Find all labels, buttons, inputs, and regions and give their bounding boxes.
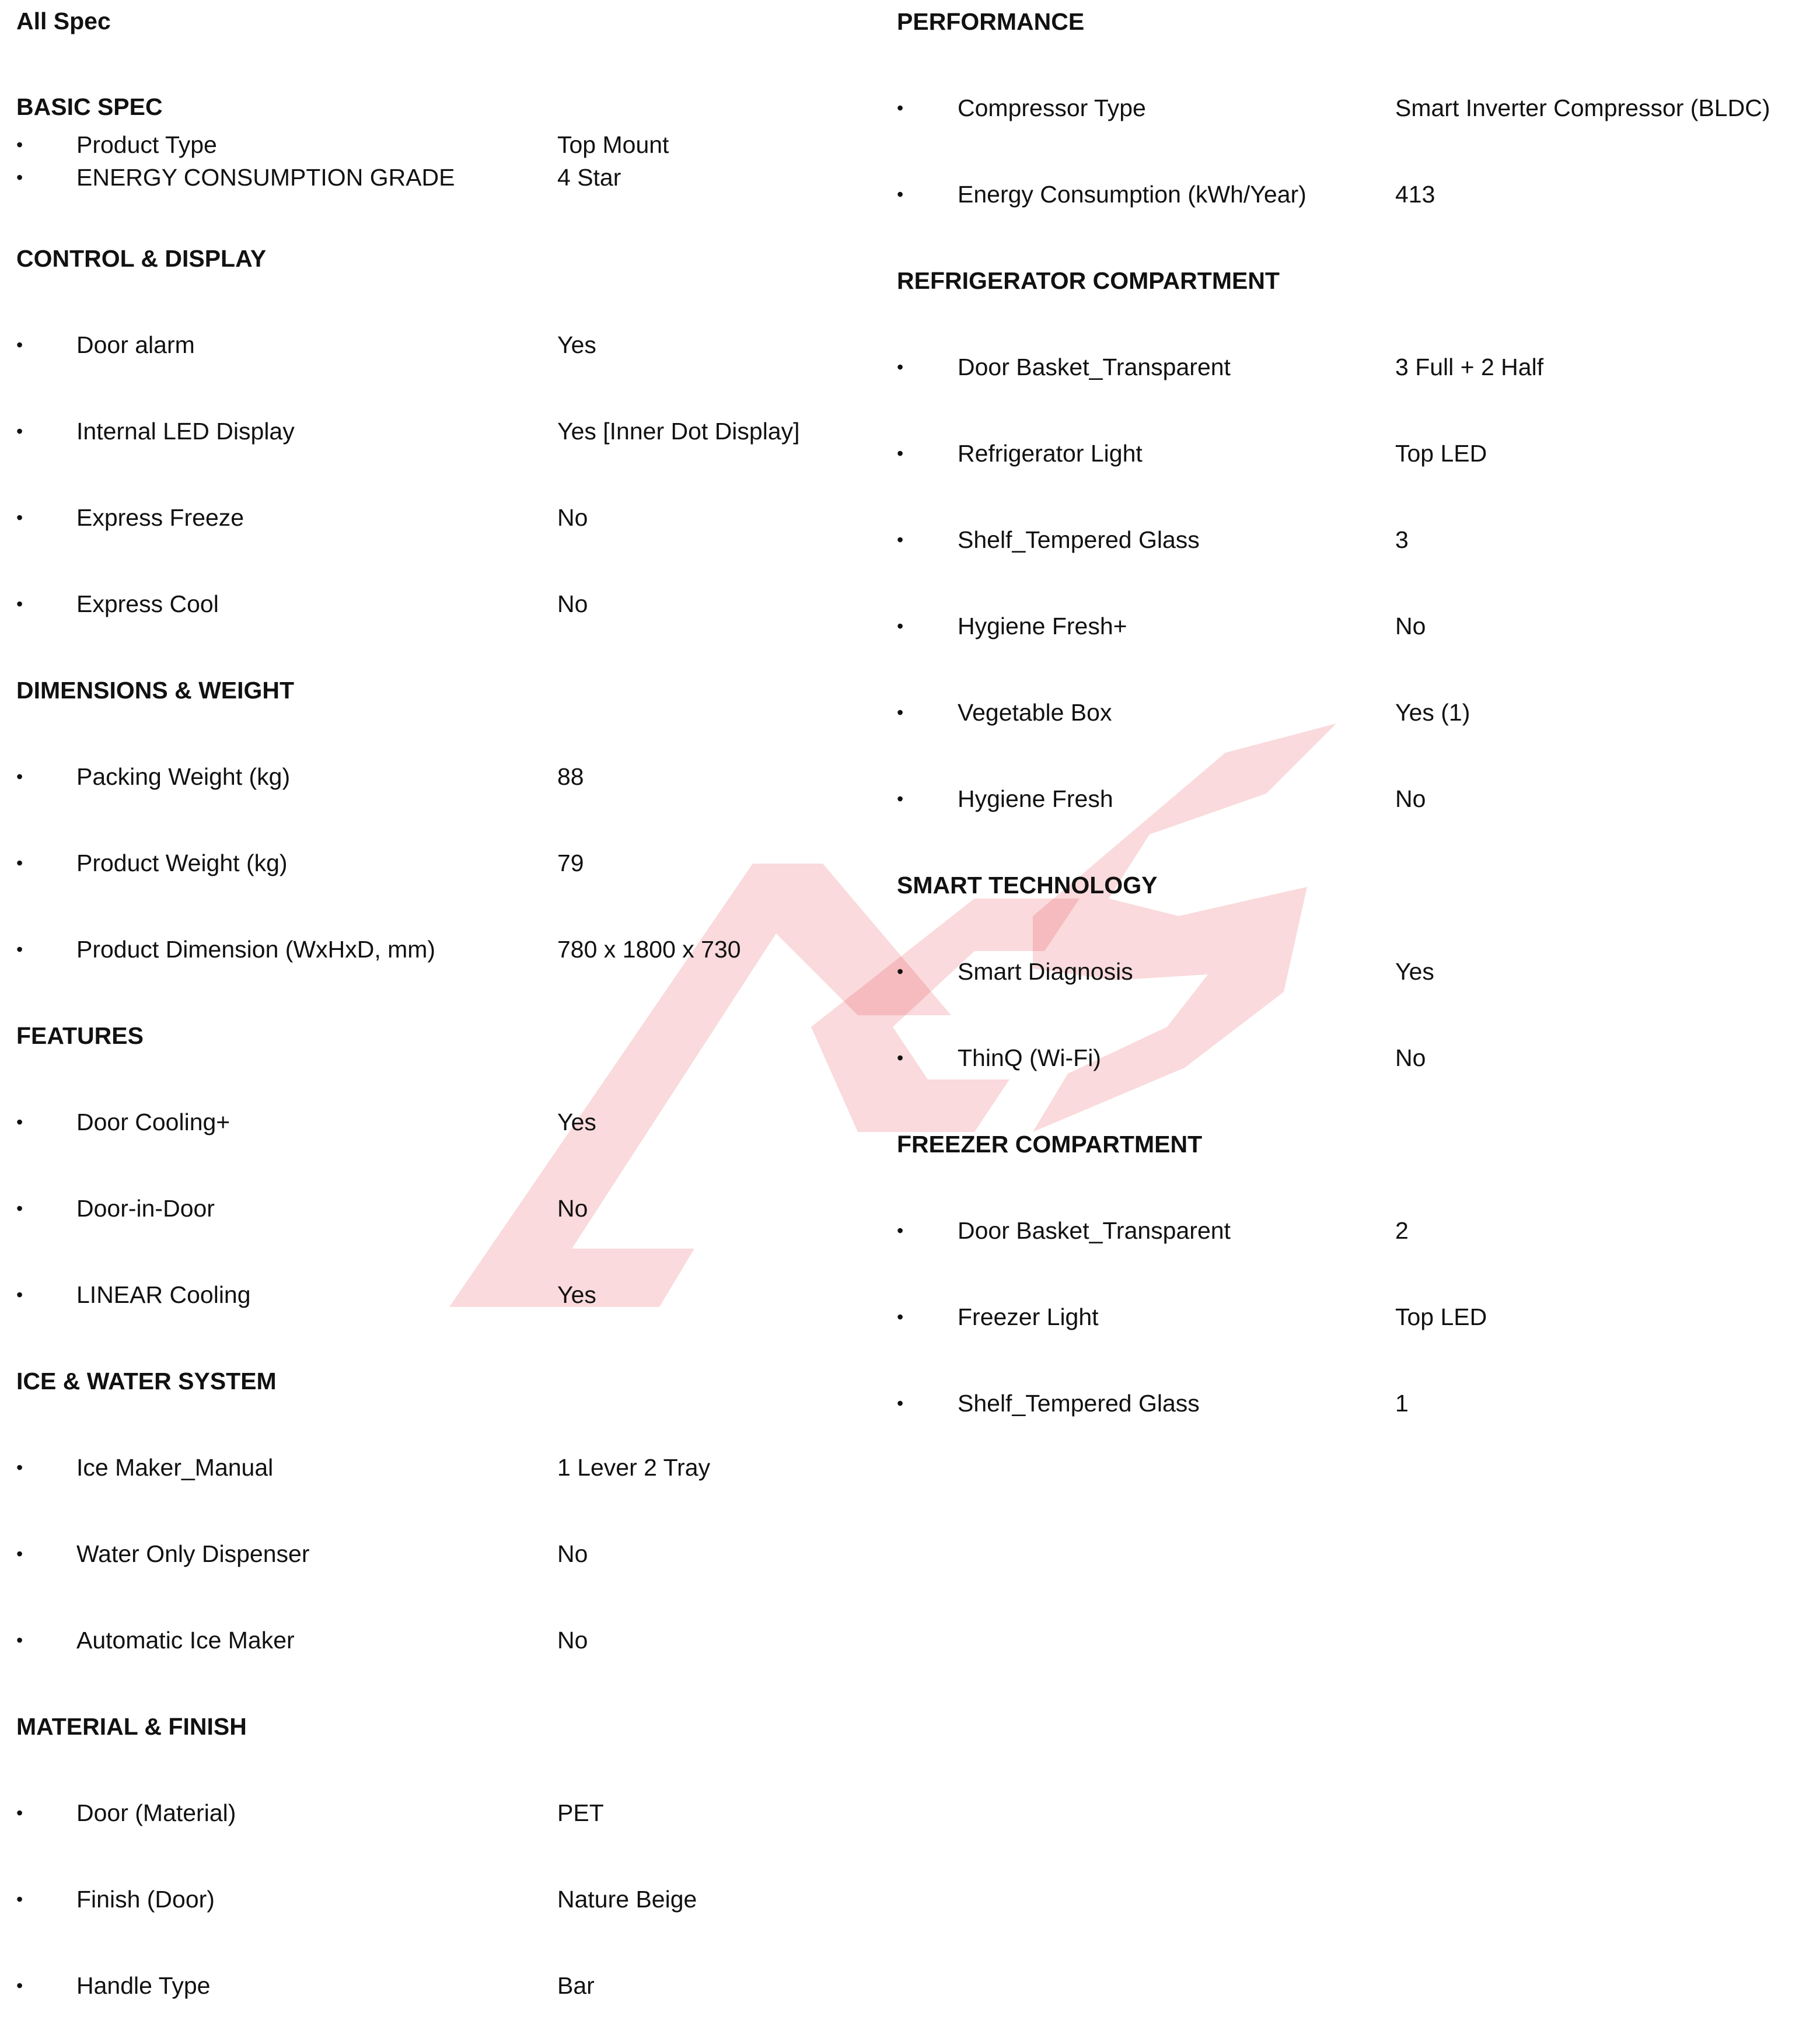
bullet-icon: •	[897, 184, 904, 205]
section-title: ICE & WATER SYSTEM	[16, 1368, 277, 1395]
spec-section-ice-water-system	[16, 1360, 868, 1662]
spec-row	[16, 582, 868, 625]
spec-value: Yes	[557, 1109, 596, 1135]
spec-value: Yes [Inner Dot Display]	[557, 418, 800, 445]
spec-label: Water Only Dispenser	[76, 1540, 310, 1567]
spec-section-freezer-compartment	[897, 1123, 1807, 1425]
bullet-icon: •	[897, 357, 904, 378]
spec-row	[897, 777, 1807, 820]
spec-row	[897, 1209, 1807, 1252]
bullet-icon: •	[16, 507, 23, 528]
spec-row	[16, 1619, 868, 1662]
bullet-icon: •	[16, 1198, 23, 1219]
bullet-icon: •	[897, 443, 904, 464]
spec-label: ENERGY CONSUMPTION GRADE	[76, 164, 455, 191]
spec-label: Refrigerator Light	[958, 440, 1143, 467]
bullet-icon: •	[16, 939, 23, 960]
bullet-icon: •	[16, 593, 23, 614]
spec-section-smart-technology	[897, 864, 1807, 1079]
spec-row	[897, 1382, 1807, 1425]
spec-value: 1 Lever 2 Tray	[557, 1454, 711, 1481]
spec-label: Product Type	[76, 131, 217, 158]
spec-row	[16, 841, 868, 885]
spec-label: Express Cool	[76, 590, 219, 617]
spec-value: 3 Full + 2 Half	[1395, 354, 1544, 380]
right-sections	[897, 0, 1807, 1425]
bullet-icon: •	[897, 961, 904, 982]
spec-value: No	[557, 1195, 588, 1222]
spec-value: Yes	[557, 331, 596, 358]
section-title: PERFORMANCE	[897, 8, 1085, 35]
spec-label: Energy Consumption (kWh/Year)	[958, 181, 1307, 208]
bullet-icon: •	[16, 1284, 23, 1305]
bullet-icon: •	[897, 616, 904, 637]
spec-label: Ice Maker_Manual	[76, 1454, 274, 1481]
section-title: MATERIAL & FINISH	[16, 1713, 247, 1740]
section-title: FREEZER COMPARTMENT	[897, 1131, 1203, 1158]
spec-value: Nature Beige	[557, 1886, 697, 1913]
spec-label: Hygiene Fresh+	[958, 613, 1127, 639]
bullet-icon: •	[897, 1220, 904, 1241]
spec-section-refrigerator-compartment	[897, 259, 1807, 820]
bullet-icon: •	[16, 1889, 23, 1910]
spec-label: Freezer Light	[958, 1303, 1099, 1330]
spec-row	[897, 173, 1807, 216]
bullet-icon: •	[16, 766, 23, 787]
section-title: BASIC SPEC	[16, 93, 163, 120]
spec-value: Yes	[557, 1281, 596, 1308]
spec-label: Vegetable Box	[958, 699, 1112, 726]
spec-row	[897, 518, 1807, 561]
spec-section-basic-spec	[16, 85, 868, 194]
spec-row	[16, 496, 868, 539]
section-title: REFRIGERATOR COMPARTMENT	[897, 267, 1280, 294]
bullet-icon: •	[16, 1457, 23, 1478]
spec-value: 2	[1395, 1217, 1409, 1244]
spec-value: Top LED	[1395, 440, 1487, 467]
spec-section-material-finish	[16, 1705, 868, 2007]
bullet-icon: •	[16, 1630, 23, 1651]
spec-section-dimensions-weight	[16, 669, 868, 971]
spec-value: Yes (1)	[1395, 699, 1470, 726]
spec-label: Door Basket_Transparent	[958, 1217, 1231, 1244]
spec-label: Door Cooling+	[76, 1109, 230, 1135]
spec-row	[16, 1187, 868, 1230]
spec-label: Smart Diagnosis	[958, 958, 1133, 985]
spec-value: No	[557, 590, 588, 617]
section-title: DIMENSIONS & WEIGHT	[16, 677, 295, 704]
spec-label: Door alarm	[76, 331, 195, 358]
bullet-icon: •	[897, 788, 904, 809]
spec-label: Product Dimension (WxHxD, mm)	[76, 936, 436, 963]
spec-row	[897, 432, 1807, 475]
spec-row	[16, 1273, 868, 1316]
bullet-icon: •	[16, 334, 23, 355]
spec-label: Hygiene Fresh	[958, 785, 1113, 812]
spec-value: 3	[1395, 526, 1409, 553]
spec-label: LINEAR Cooling	[76, 1281, 251, 1308]
spec-row	[16, 161, 868, 194]
section-title: SMART TECHNOLOGY	[897, 872, 1158, 899]
spec-row	[16, 410, 868, 453]
spec-label: Express Freeze	[76, 504, 244, 531]
spec-row	[897, 1295, 1807, 1338]
spec-label: Door (Material)	[76, 1799, 236, 1826]
spec-value: Top LED	[1395, 1303, 1487, 1330]
spec-label: Door-in-Door	[76, 1195, 215, 1222]
bullet-icon: •	[16, 1543, 23, 1564]
spec-value: 413	[1395, 181, 1435, 208]
bullet-icon: •	[16, 167, 23, 188]
bullet-icon: •	[16, 1112, 23, 1133]
bullet-icon: •	[897, 1306, 904, 1327]
spec-value: No	[1395, 1044, 1426, 1071]
right-column	[897, 0, 1807, 1425]
left-sections	[16, 85, 868, 2007]
spec-row	[16, 128, 868, 161]
spec-row	[897, 604, 1807, 648]
spec-value: Smart Inverter Compressor (BLDC)	[1395, 95, 1770, 121]
spec-value: Yes	[1395, 958, 1434, 985]
spec-row	[16, 1532, 868, 1575]
bullet-icon: •	[897, 529, 904, 550]
spec-label: Product Weight (kg)	[76, 850, 288, 876]
bullet-icon: •	[16, 852, 23, 873]
left-column	[16, 0, 868, 2007]
spec-row	[897, 345, 1807, 389]
spec-value: 88	[557, 763, 584, 790]
spec-row	[16, 1964, 868, 2007]
bullet-icon: •	[16, 421, 23, 442]
bullet-icon: •	[16, 134, 23, 155]
spec-row	[16, 928, 868, 971]
spec-value: No	[557, 504, 588, 531]
spec-label: Packing Weight (kg)	[76, 763, 291, 790]
bullet-icon: •	[897, 1393, 904, 1414]
spec-value: No	[557, 1540, 588, 1567]
spec-section-control-display	[16, 237, 868, 625]
spec-value: Bar	[557, 1972, 595, 1999]
spec-row	[897, 1036, 1807, 1079]
bullet-icon: •	[16, 1975, 23, 1996]
spec-label: Door Basket_Transparent	[958, 354, 1231, 380]
spec-label: Compressor Type	[958, 95, 1146, 121]
spec-value: Top Mount	[557, 131, 669, 158]
spec-label: Handle Type	[76, 1972, 211, 1999]
spec-label: Finish (Door)	[76, 1886, 215, 1913]
spec-value: PET	[557, 1799, 604, 1826]
spec-label: Shelf_Tempered Glass	[958, 526, 1200, 553]
spec-value: No	[557, 1627, 588, 1654]
spec-section-features	[16, 1014, 868, 1316]
spec-value: 780 x 1800 x 730	[557, 936, 741, 963]
spec-value: 1	[1395, 1390, 1409, 1417]
section-title: FEATURES	[16, 1022, 144, 1049]
spec-row	[16, 755, 868, 798]
spec-row	[897, 691, 1807, 734]
bullet-icon: •	[897, 1047, 904, 1068]
section-title: CONTROL & DISPLAY	[16, 245, 267, 272]
spec-section-performance	[897, 0, 1807, 216]
spec-label: Shelf_Tempered Glass	[958, 1390, 1200, 1417]
spec-row	[16, 1878, 868, 1921]
bullet-icon: •	[897, 97, 904, 118]
spec-row	[897, 950, 1807, 993]
spec-value: No	[1395, 613, 1426, 639]
spec-label: Automatic Ice Maker	[76, 1627, 295, 1654]
spec-label: ThinQ (Wi-Fi)	[958, 1044, 1101, 1071]
spec-row	[16, 1791, 868, 1834]
spec-value: No	[1395, 785, 1426, 812]
spec-label: Internal LED Display	[76, 418, 295, 445]
page-title: All Spec	[16, 8, 111, 34]
bullet-icon: •	[897, 702, 904, 723]
bullet-icon: •	[16, 1802, 23, 1823]
spec-row	[16, 1446, 868, 1489]
spec-row	[897, 86, 1807, 130]
spec-value: 79	[557, 850, 584, 876]
spec-value: 4 Star	[557, 164, 621, 191]
spec-row	[16, 1100, 868, 1144]
spec-row	[16, 323, 868, 366]
